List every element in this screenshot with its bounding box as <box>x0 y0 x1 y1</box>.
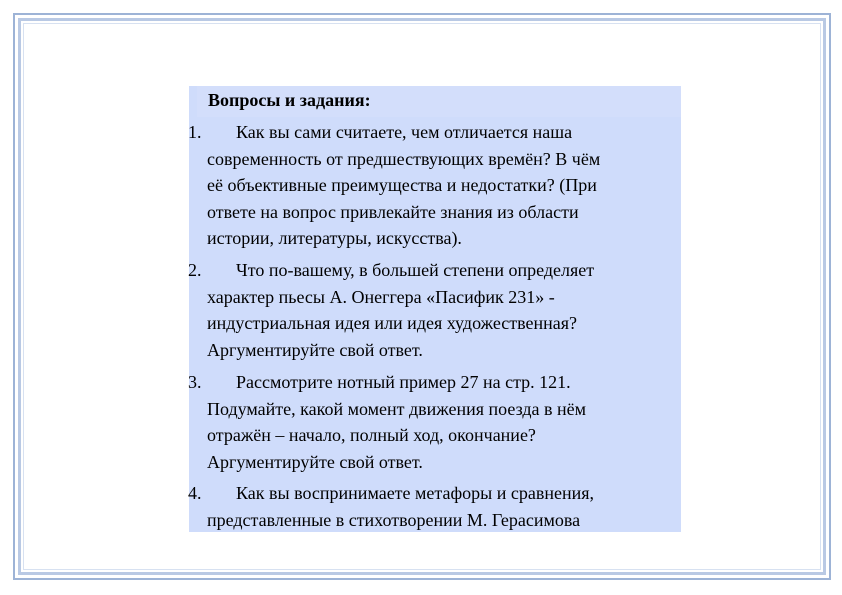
questions-heading: Вопросы и задания: <box>208 90 371 110</box>
question-text: Как вы воспринимаете метафоры и сравнения, представленные в стихотворении М. Герасимова <box>207 483 595 530</box>
questions-card <box>189 86 681 532</box>
question-text: Как вы сами считаете, чем отличается наша современность от предшествующих времён? В чём её объективные преимущества и недостатки? (При ответе на вопрос привлекайте знания из области истории, литературы, искусства). <box>207 122 601 248</box>
question-item-4 <box>189 480 681 533</box>
question-number: 4. <box>188 483 202 503</box>
question-text: Что по-вашему, в большей степени определяет характер пьесы А. Онеггера «Пасифик 231» - индустриальная идея или идея художественная? Аргументируйте свой ответ. <box>207 260 595 360</box>
question-number: 3. <box>188 372 202 392</box>
question-text: Рассмотрите нотный пример 27 на стр. 121. Подумайте, какой момент движения поезда в нём отражён – начало, полный ход, окончание? Аргументируйте свой ответ. <box>207 372 587 472</box>
question-item-3 <box>189 369 681 475</box>
question-item-2 <box>189 257 681 363</box>
heading-bar <box>197 86 681 117</box>
question-number: 2. <box>188 260 202 280</box>
question-item-1 <box>189 119 681 252</box>
question-number: 1. <box>188 122 202 142</box>
